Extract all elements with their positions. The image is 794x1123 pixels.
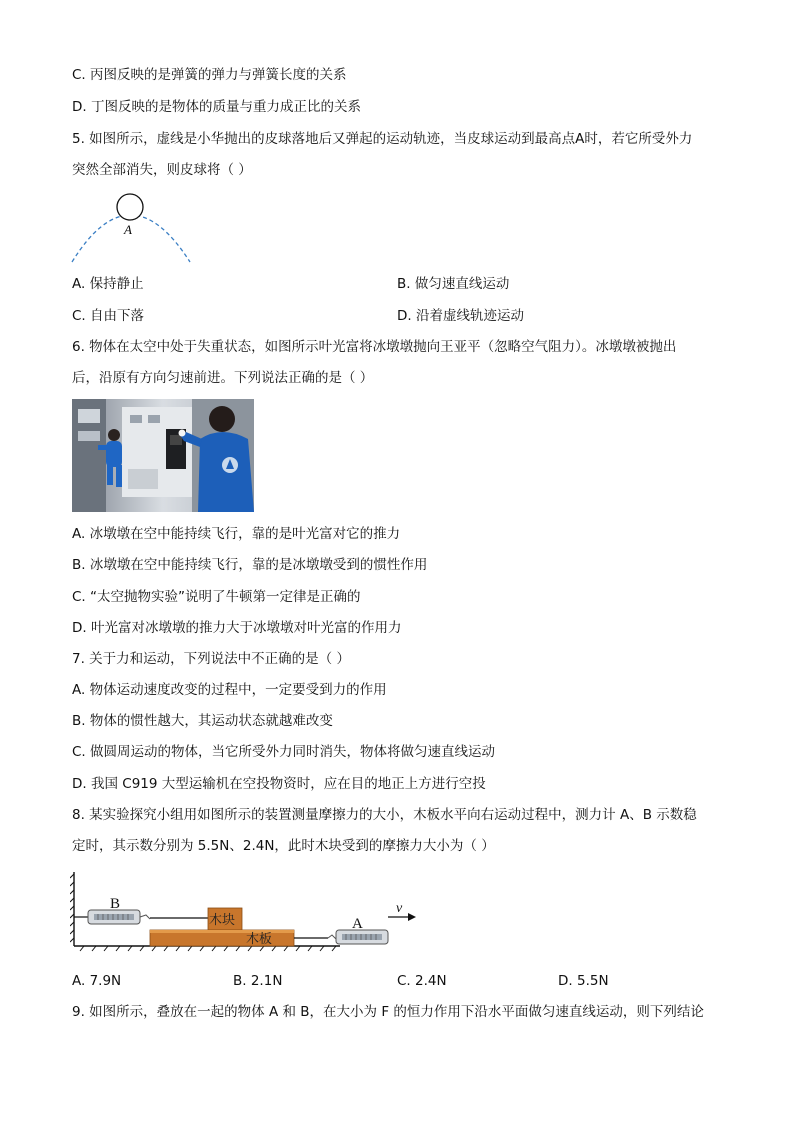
point-a-label: A: [124, 222, 132, 237]
scale-b-label: B: [110, 896, 121, 912]
q5-option-d: D. 沿着虚线轨迹运动: [397, 308, 524, 324]
q7-option-b: B. 物体的惯性越大，其运动状态就越难改变: [72, 713, 333, 729]
friction-experiment-figure: [70, 868, 420, 952]
q6-option-c: C. “太空抛物实验”说明了牛顿第一定律是正确的: [72, 589, 361, 605]
question-8-stem-cont: 定时，其示数分别为 5.5N、2.4N，此时木块受到的摩擦力大小为（ ）: [72, 838, 495, 854]
q5-option-b: B. 做匀速直线运动: [397, 276, 510, 292]
q5-option-a: A. 保持静止: [72, 276, 144, 292]
q8-option-d: D. 5.5N: [558, 973, 609, 989]
question-9-stem: 9. 如图所示，叠放在一起的物体 A 和 B，在大小为 F 的恒力作用下沿水平面做匀速直线运动，则下列结论: [72, 1004, 704, 1020]
q6-option-d: D. 叶光富对冰墩墩的推力大于冰墩墩对叶光富的作用力: [72, 620, 402, 636]
q8-option-a: A. 7.9N: [72, 973, 122, 989]
q7-option-a: A. 物体运动速度改变的过程中，一定要受到力的作用: [72, 682, 387, 698]
velocity-arrow-head: [408, 913, 416, 921]
q7-option-d: D. 我国 C919 大型运输机在空投物资时，应在目的地正上方进行空投: [72, 776, 486, 792]
ball-trajectory-figure: [66, 190, 196, 266]
question-6-stem-cont: 后，沿原有方向匀速前进。下列说法正确的是（ ）: [72, 370, 374, 386]
q6-option-a: A. 冰墩墩在空中能持续飞行，靠的是叶光富对它的推力: [72, 526, 401, 542]
option-d-prev: D. 丁图反映的是物体的质量与重力成正比的关系: [72, 99, 361, 115]
ball: [117, 194, 143, 220]
question-6-stem: 6. 物体在太空中处于失重状态，如图所示叶光富将冰墩墩抛向王亚平（忽略空气阻力）。冰墩墩被抛出: [72, 339, 677, 355]
q6-option-b: B. 冰墩墩在空中能持续飞行，靠的是冰墩墩受到的惯性作用: [72, 557, 428, 573]
question-5-stem: 5. 如图所示，虚线是小华抛出的皮球落地后又弹起的运动轨迹，当皮球运动到最高点A时，若它所受外力: [72, 131, 693, 147]
wood-block-label: 木块: [209, 913, 236, 928]
q8-option-b: B. 2.1N: [233, 973, 283, 989]
question-7-stem: 7. 关于力和运动，下列说法中不正确的是（ ）: [72, 651, 350, 667]
scale-a-label: A: [352, 916, 363, 932]
wood-board-label: 木板: [246, 932, 273, 947]
q8-option-c: C. 2.4N: [397, 973, 447, 989]
space-station-photo: [72, 399, 254, 512]
q5-option-c: C. 自由下落: [72, 308, 145, 324]
question-8-stem: 8. 某实验探究小组用如图所示的装置测量摩擦力的大小，木板水平向右运动过程中，测力计 A、B 示数稳: [72, 807, 697, 823]
velocity-label: v: [396, 901, 403, 916]
q7-option-c: C. 做圆周运动的物体，当它所受外力同时消失，物体将做匀速直线运动: [72, 744, 496, 760]
option-c-prev: C. 丙图反映的是弹簧的弹力与弹簧长度的关系: [72, 67, 347, 83]
question-5-stem-cont: 突然全部消失，则皮球将（ ）: [72, 162, 252, 178]
